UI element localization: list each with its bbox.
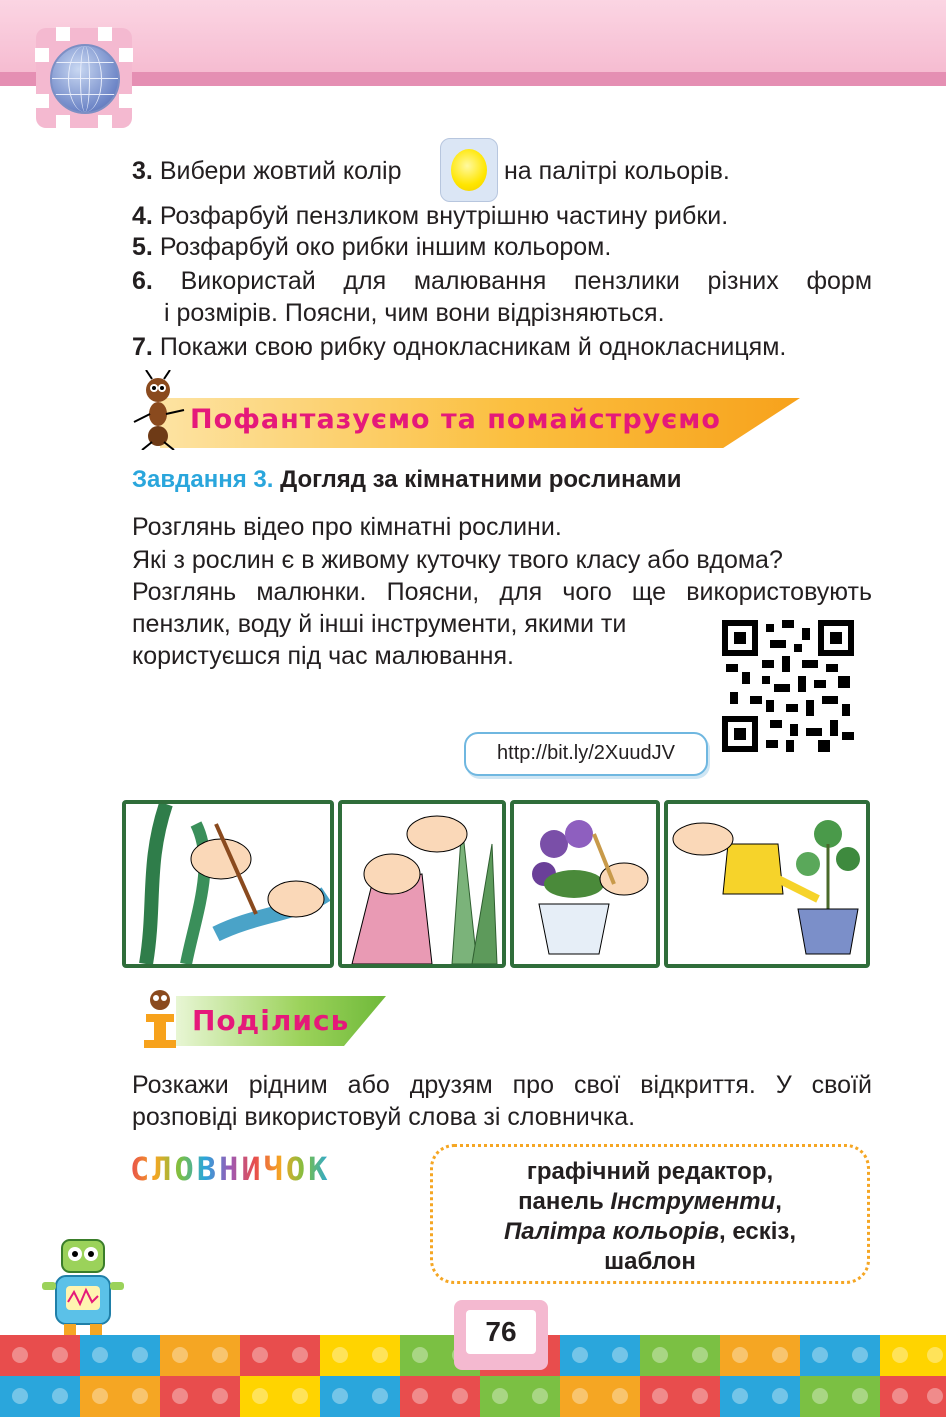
step-text: Вибери жовтий колір: [159, 157, 402, 185]
task-heading: [132, 466, 681, 494]
header-stripe: [0, 72, 946, 86]
glossary-term-2: панель Інструменти,: [518, 1188, 782, 1215]
glossary-term-3: Палітра кольорів, ескіз,: [503, 1218, 796, 1245]
yellow-color-swatch-icon: [440, 138, 498, 202]
page-number: 76: [466, 1310, 536, 1354]
glossary-box: [430, 1144, 870, 1284]
step-text: на палітрі кольорів.: [504, 157, 730, 185]
step-text: Використай для малювання пензлики різних форм: [180, 267, 873, 295]
task-line-4: пензлик, воду й інші інструменти, якими ти: [132, 610, 627, 638]
globe-icon: [50, 44, 120, 114]
step-5: [132, 231, 611, 263]
task-number: Завдання 3.: [132, 466, 274, 493]
video-link[interactable]: http://bit.ly/2XuudJV: [464, 732, 708, 776]
task-line-5: користуєшся під час малювання.: [132, 642, 514, 670]
task-line-3-text: Розглянь малюнки. Поясни, для чого ще використовують: [132, 578, 872, 606]
step-number: 7.: [132, 333, 153, 361]
glossary-title: [130, 1150, 330, 1188]
step-number: 5.: [132, 233, 153, 261]
fantasy-banner-title: Пофантазуємо та помайструємо: [190, 404, 721, 435]
step-number: 6.: [132, 267, 153, 295]
violet-pot-illustration: [510, 800, 660, 968]
step-text: Розфарбуй пензликом внутрішню частину рибки.: [159, 202, 729, 230]
step-text: Розфарбуй око рибки іншим кольором.: [159, 233, 612, 261]
step-3-continued: [504, 155, 730, 187]
section-badge: [36, 28, 132, 128]
step-6-line2: [164, 297, 665, 329]
qr-code-icon[interactable]: [722, 620, 854, 752]
task-title: Догляд за кімнатними рослинами: [280, 466, 682, 493]
share-line-2: розповіді використовуй слова зі словничка.: [132, 1103, 636, 1131]
glossary-title-text: СЛОВНИЧОК: [130, 1150, 331, 1188]
task-line-3: [132, 575, 872, 609]
step-text: і розмірів. Поясни, чим вони відрізняються.: [164, 299, 665, 327]
glossary-term-1: графічний редактор,: [526, 1158, 774, 1185]
cloth-leaf-illustration: [338, 800, 506, 968]
step-4: [132, 200, 728, 232]
task-line-1: Розглянь відео про кімнатні рослини.: [132, 513, 562, 541]
page-number-badge: [454, 1300, 548, 1370]
watering-can-illustration: [664, 800, 870, 968]
robot-mascot-icon: [40, 1232, 126, 1342]
share-banner-title: Поділись: [192, 1004, 350, 1037]
share-line-1-text: Розкажи рідним або друзям про свої відкриття. У своїй: [132, 1071, 872, 1099]
glossary-term-4: шаблон: [604, 1248, 696, 1275]
ant-mascot-icon: [128, 370, 188, 450]
task-line-2: Які з рослин є в живому куточку твого класу або вдома?: [132, 546, 783, 574]
step-number: 3.: [132, 157, 153, 185]
illustration-strip: [122, 800, 870, 976]
share-line-1: [132, 1068, 872, 1102]
header-band: [0, 0, 946, 72]
step-text: Покажи свою рибку однокласникам й однокласницям.: [159, 333, 787, 361]
brush-leaf-illustration: [122, 800, 334, 968]
step-7: [132, 331, 786, 363]
step-number: 4.: [132, 202, 153, 230]
step-3: [132, 155, 402, 187]
step-6: [132, 265, 872, 297]
